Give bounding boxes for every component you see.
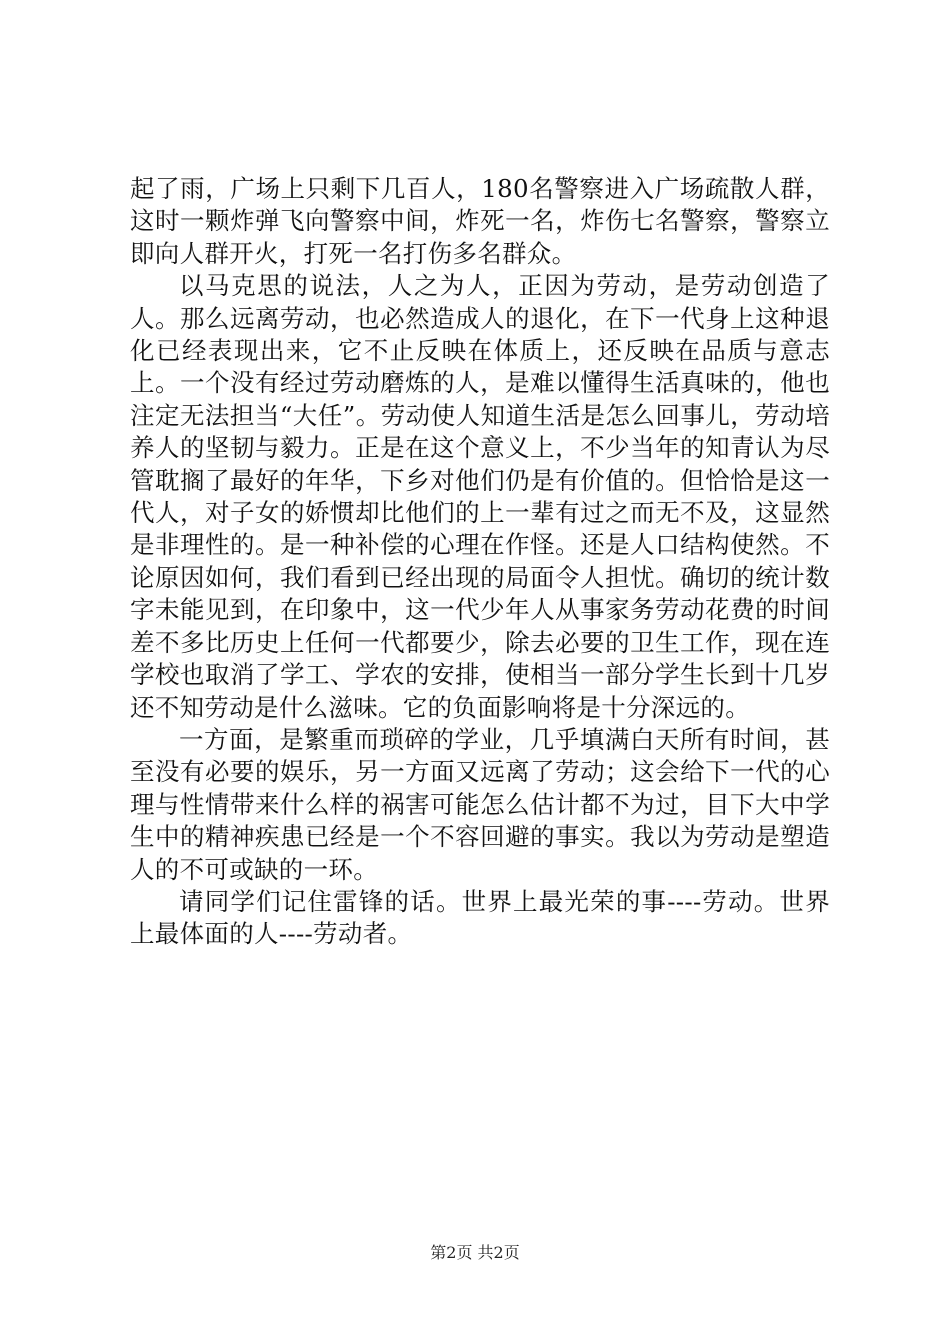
paragraph-1: 起了雨，广场上只剩下几百人，180名警察进入广场疏散人群，这时一颗炸弹飞向警察中间，炸死一名，炸伤七名警察，警察立即向人群开火，打死一名打伤多名群众。: [130, 174, 830, 268]
paragraph-2: 以马克思的说法，人之为人，正因为劳动，是劳动创造了人。那么远离劳动，也必然造成人的退化，在下一代身上这种退化已经表现出来，它不止反映在体质上，还反映在品质与意志上。一个没有经过劳动磨炼的人，是难以懂得生活真味的，他也注定无法担当“大任”。劳动使人知道生活是怎么回事儿，劳动培养人的坚韧与毅力。正是在这个意义上，不少当年的知青认为尽管耽搁了最好的年华，下乡对他们仍是有价值的。但恰恰是这一代人，对子女的娇惯却比他们的上一辈有过之而无不及，这显然是非理性的。是一种补偿的心理在作怪。还是人口结构使然。不论原因如何，我们看到已经出现的局面令人担忧。确切的统计数字未能见到，在印象中，这一代少年人从事家务劳动花费的时间差不多比历史上任何一代都要少，除去必要的卫生工作，现在连学校也取消了学工、学农的安排，使相当一部分学生长到十几岁还不知劳动是什么滋味。它的负面影响将是十分深远的。: [130, 271, 830, 722]
page-footer: 第2页 共2页: [430, 1243, 520, 1262]
document-body: [130, 173, 830, 951]
paragraph-4: 请同学们记住雷锋的话。世界上最光荣的事----劳动。世界上最体面的人----劳动者。: [130, 886, 830, 949]
paragraph-3: 一方面，是繁重而琐碎的学业，几乎填满白天所有时间，甚至没有必要的娱乐，另一方面又远离了劳动；这会给下一代的心理与性情带来什么样的祸害可能怎么估计都不为过，目下大中学生中的精神疾患已经是一个不容回避的事实。我以为劳动是塑造人的不可或缺的一环。: [130, 724, 830, 884]
